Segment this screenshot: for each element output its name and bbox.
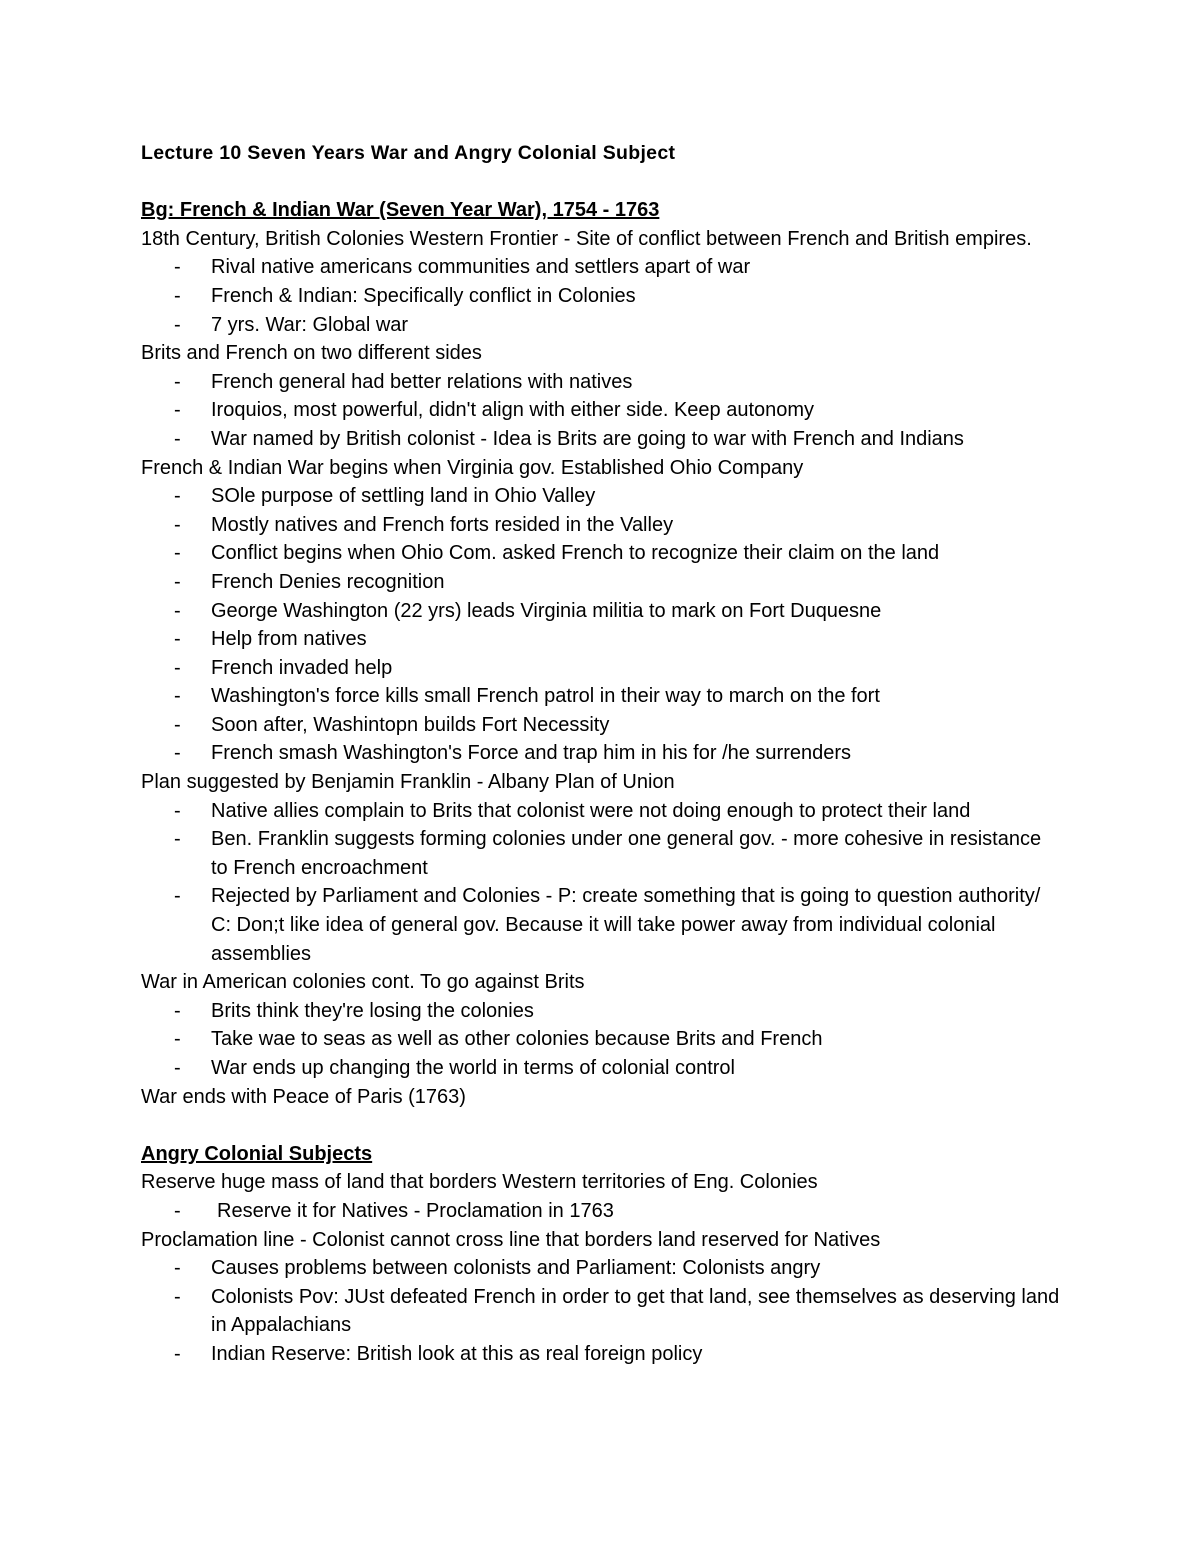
list-item-text: Indian Reserve: British look at this as real foreign policy bbox=[211, 1342, 703, 1365]
section-heading-angry-colonial-subjects: Angry Colonial Subjects bbox=[141, 1142, 373, 1165]
list-item-text: 7 yrs. War: Global war bbox=[211, 313, 409, 336]
list-item-text: Native allies complain to Brits that colonist were not doing enough to protect their land bbox=[211, 799, 971, 822]
paragraph-line: War ends with Peace of Paris (1763) bbox=[141, 1085, 466, 1108]
dash-bullet-icon: - bbox=[174, 628, 181, 651]
list-item-text: War ends up changing the world in terms of colonial control bbox=[211, 1057, 735, 1079]
list-item bbox=[141, 1340, 1061, 1369]
dash-bullet-icon: - bbox=[174, 828, 181, 851]
paragraph-line: French & Indian War begins when Virginia gov. Established Ohio Company bbox=[141, 456, 804, 479]
list-item-text: French Denies recognition bbox=[211, 570, 445, 593]
bullet-list bbox=[141, 368, 1061, 454]
paragraph-line: Brits and French on two different sides bbox=[141, 342, 482, 365]
list-item-text: Brits think they're losing the colonies bbox=[211, 999, 534, 1022]
list-item bbox=[141, 997, 1061, 1026]
dash-bullet-icon: - bbox=[174, 1285, 181, 1308]
list-item-text: French invaded help bbox=[211, 656, 393, 679]
dash-bullet-icon: - bbox=[174, 1257, 181, 1280]
list-item-text: Washington's force kills small French patrol in their way to march on the fort bbox=[211, 685, 880, 708]
dash-bullet-icon: - bbox=[174, 427, 181, 450]
list-item-text: Rejected by Parliament and Colonies - P: create something that is going to question authority/ C: Don;t like idea of general gov. Because it will take power away from individual colonial assemblies bbox=[211, 885, 1041, 965]
list-item bbox=[141, 482, 1061, 511]
list-item-text: SOle purpose of settling land in Ohio Valley bbox=[211, 485, 596, 508]
bullet-list bbox=[141, 253, 1061, 339]
dash-bullet-icon: - bbox=[174, 685, 181, 708]
list-item bbox=[141, 511, 1061, 540]
bullet-list bbox=[141, 482, 1061, 768]
bullet-list bbox=[141, 797, 1061, 969]
dash-bullet-icon: - bbox=[174, 313, 181, 336]
list-item bbox=[141, 425, 1061, 454]
dash-bullet-icon: - bbox=[174, 1028, 181, 1051]
list-item bbox=[141, 396, 1061, 425]
list-item-text: Mostly natives and French forts resided in the Valley bbox=[211, 513, 674, 536]
list-item bbox=[141, 597, 1061, 626]
list-item bbox=[141, 797, 1061, 826]
paragraph-line: 18th Century, British Colonies Western Frontier - Site of conflict between French and British empires. bbox=[141, 227, 1032, 250]
dash-bullet-icon: - bbox=[174, 656, 181, 679]
dash-bullet-icon: - bbox=[174, 542, 181, 565]
bullet-list bbox=[141, 997, 1061, 1083]
list-item-text: Conflict begins when Ohio Com. asked French to recognize their claim on the land bbox=[211, 542, 940, 565]
list-item bbox=[141, 311, 1061, 340]
list-item-text: Reserve it for Natives - Proclamation in 1763 bbox=[217, 1199, 614, 1222]
list-item-text: French & Indian: Specifically conflict in Colonies bbox=[211, 284, 636, 307]
list-item-text: George Washington (22 yrs) leads Virginia militia to mark on Fort Duquesne bbox=[211, 599, 882, 622]
dash-bullet-icon: - bbox=[174, 256, 181, 279]
dash-bullet-icon: - bbox=[174, 399, 181, 422]
list-item bbox=[141, 282, 1061, 311]
list-item-text: Take wae to seas as well as other colonies because Brits and French bbox=[211, 1028, 823, 1051]
list-item bbox=[141, 1283, 1061, 1340]
paragraph-line: Proclamation line - Colonist cannot cross line that borders land reserved for Natives bbox=[141, 1228, 881, 1251]
list-item bbox=[141, 882, 1061, 968]
list-item bbox=[141, 654, 1061, 683]
list-item-text: Help from natives bbox=[211, 628, 367, 651]
list-item-text: French general had better relations with natives bbox=[211, 370, 633, 393]
section-heading-french-indian-war: Bg: French & Indian War (Seven Year War), 1754 - 1763 bbox=[141, 199, 660, 222]
paragraph-line: Plan suggested by Benjamin Franklin - Albany Plan of Union bbox=[141, 771, 675, 794]
list-item-text: Ben. Franklin suggests forming colonies under one general gov. - more cohesive in resistance to French encroachment bbox=[211, 828, 1042, 879]
section-body-angry-colonial-subjects bbox=[141, 1168, 1061, 1368]
list-item bbox=[141, 253, 1061, 282]
list-item-text: Rival native americans communities and settlers apart of war bbox=[211, 256, 751, 279]
list-item bbox=[141, 625, 1061, 654]
list-item bbox=[141, 368, 1061, 397]
list-item-text: War named by British colonist - Idea is Brits are going to war with French and Indians bbox=[211, 427, 964, 450]
dash-bullet-icon: - bbox=[174, 599, 181, 622]
dash-bullet-icon: - bbox=[174, 1199, 181, 1222]
lecture-notes-document bbox=[141, 139, 1061, 1369]
bullet-list bbox=[141, 1197, 1061, 1226]
list-item bbox=[141, 1054, 1061, 1083]
dash-bullet-icon: - bbox=[174, 570, 181, 593]
list-item bbox=[141, 539, 1061, 568]
dash-bullet-icon: - bbox=[174, 1342, 181, 1365]
list-item-text: Causes problems between colonists and Parliament: Colonists angry bbox=[211, 1257, 821, 1280]
list-item bbox=[141, 568, 1061, 597]
dash-bullet-icon: - bbox=[174, 742, 181, 765]
paragraph-line: Reserve huge mass of land that borders Western territories of Eng. Colonies bbox=[141, 1171, 818, 1194]
dash-bullet-icon: - bbox=[174, 513, 181, 536]
blank-line bbox=[141, 168, 1061, 197]
dash-bullet-icon: - bbox=[174, 999, 181, 1022]
list-item-text: French smash Washington's Force and trap him in his for /he surrenders bbox=[211, 742, 852, 765]
dash-bullet-icon: - bbox=[174, 799, 181, 822]
dash-bullet-icon: - bbox=[174, 1057, 181, 1079]
list-item bbox=[141, 1025, 1061, 1054]
document-title: Lecture 10 Seven Years War and Angry Colonial Subject bbox=[141, 142, 676, 164]
list-item bbox=[141, 682, 1061, 711]
list-item bbox=[141, 711, 1061, 740]
list-item-text: Soon after, Washintopn builds Fort Necessity bbox=[211, 713, 610, 736]
dash-bullet-icon: - bbox=[174, 713, 181, 736]
dash-bullet-icon: - bbox=[174, 885, 181, 908]
blank-line bbox=[141, 1111, 1061, 1140]
dash-bullet-icon: - bbox=[174, 284, 181, 307]
dash-bullet-icon: - bbox=[174, 485, 181, 508]
list-item bbox=[141, 825, 1061, 882]
list-item-text: Colonists Pov: JUst defeated French in order to get that land, see themselves as deserving land in Appalachians bbox=[211, 1285, 1060, 1337]
bullet-list bbox=[141, 1254, 1061, 1368]
list-item bbox=[141, 1197, 1061, 1226]
section-body-french-indian-war bbox=[141, 225, 1061, 1111]
paragraph-line: War in American colonies cont. To go against Brits bbox=[141, 971, 585, 994]
list-item bbox=[141, 1254, 1061, 1283]
list-item-text: Iroquios, most powerful, didn't align with either side. Keep autonomy bbox=[211, 399, 815, 422]
list-item bbox=[141, 739, 1061, 768]
dash-bullet-icon: - bbox=[174, 370, 181, 393]
